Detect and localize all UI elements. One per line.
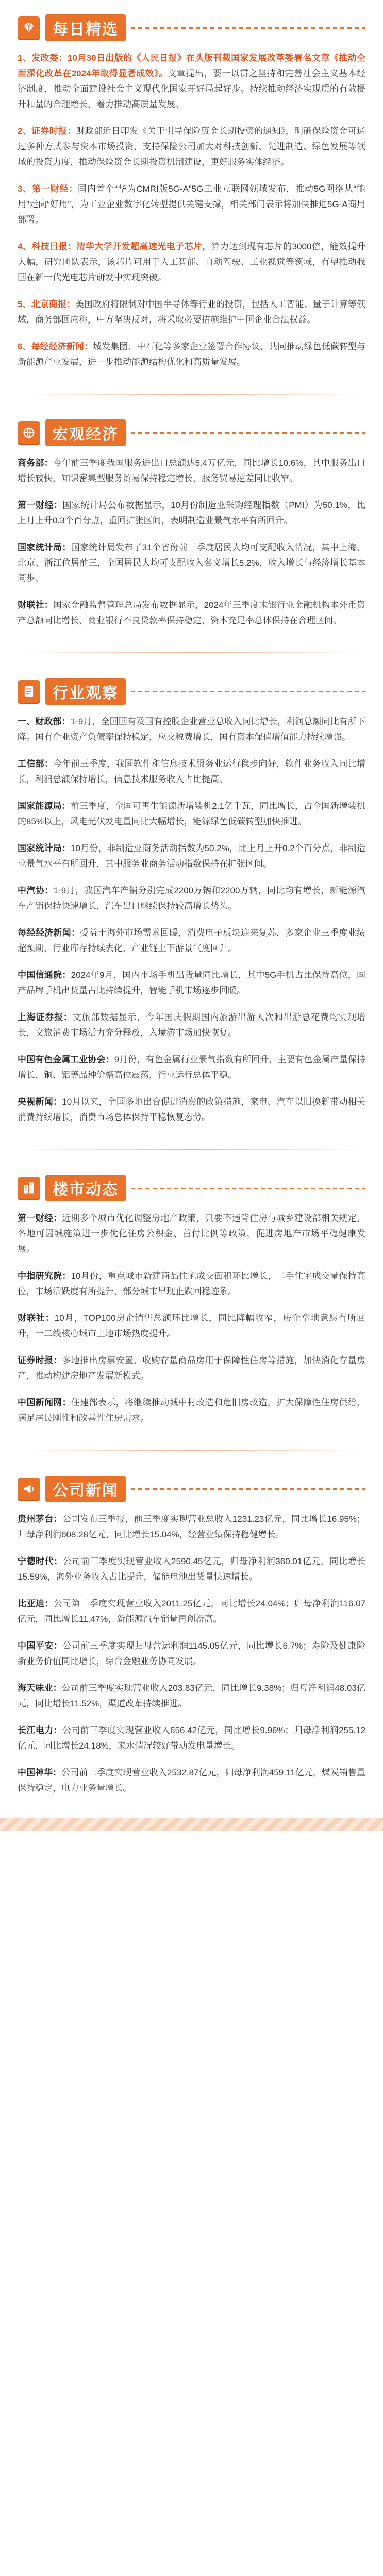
news-body: 国家金融监督管理总局发布数据显示，2024年三季度末银行业金融机构本外币资产总额同比增长，商业银行不良贷款率保持稳定，资本充足率总体保持在合理区间。 — [18, 600, 365, 625]
news-item — [18, 756, 365, 787]
news-body: 文章提出，要一以贯之坚持和完善社会主义基本经济制度，推动全面建设社会主义现代化国家开好局起好步。持续推动经济实现质的有效提升和量的合理增长，着力推动高质量发展。 — [18, 69, 365, 109]
news-body: 公司发布三季报，前三季度实现营业总收入1231.23亿元，同比增长16.95%；归母净利润608.28亿元，同比增长15.04%，经营业绩保持稳健增长。 — [18, 1514, 365, 1539]
news-source: 中国有色金属工业协会： — [18, 1055, 114, 1064]
news-body: 多地推出房票安置、收购存量商品房用于保障性住房等措施，加快消化存量房产，推动构建房地产发展新模式。 — [18, 1355, 366, 1381]
news-source: 财联社： — [18, 600, 53, 610]
news-item — [18, 297, 365, 328]
news-item — [18, 498, 365, 529]
news-item — [18, 883, 365, 914]
news-item — [18, 841, 365, 872]
news-body: 10月以来，全国多地出台促进消费的政策措施，家电、汽车以旧换新带动相关消费持续增长，消费市场总体保持平稳恢复态势。 — [18, 1097, 365, 1122]
company-section — [0, 1461, 383, 1812]
header-decoration — [131, 27, 365, 29]
company-title: 公司新闻 — [45, 1476, 126, 1502]
news-item — [18, 455, 365, 486]
news-lead: 2、证券时报： — [18, 126, 76, 136]
news-source: 上海证券报： — [18, 1012, 73, 1022]
news-item — [18, 1094, 365, 1125]
news-body: 城发集团、中石化等多家企业签署合作协议，共同推动绿色低碳转型与新能源产业发展，进一步推动能源结构优化和高质量发展。 — [18, 342, 365, 367]
news-source: 商务部： — [18, 458, 53, 468]
news-body: 今年前三季度我国服务进出口总额达5.4万亿元，同比增长10.6%，其中服务出口增长较快，知识密集型服务贸易保持稳定增长，服务贸易逆差同比收窄。 — [18, 458, 365, 483]
news-source: 央视新闻： — [18, 1097, 62, 1107]
news-source: 中国新闻网： — [18, 1398, 71, 1408]
news-source: 国家统计局： — [18, 843, 71, 853]
news-item — [18, 1311, 365, 1342]
news-lead: 6、每经经济新闻： — [18, 342, 93, 351]
industry-section — [0, 664, 383, 1142]
news-source: 宁德时代： — [18, 1556, 63, 1566]
news-source: 财联社： — [18, 1313, 55, 1323]
news-item — [18, 540, 365, 586]
company-list — [18, 1512, 365, 1796]
news-lead: 4、科技日报：清华大学开发超高速光电子芯片， — [18, 242, 211, 251]
news-source: 中国信通院： — [18, 970, 71, 980]
news-body: 公司第三季度实现营业收入2011.25亿元，同比增长24.04%；归母净利润116.07亿元，同比增长11.47%，新能源汽车销量再创新高。 — [18, 1599, 365, 1624]
industry-header — [18, 678, 365, 705]
property-title: 楼市动态 — [45, 1175, 126, 1201]
property-list — [18, 1211, 365, 1426]
news-item — [18, 1723, 365, 1754]
news-source: 中国平安： — [18, 1641, 63, 1651]
property-section — [0, 1160, 383, 1443]
news-item — [18, 239, 365, 285]
macro-section — [0, 405, 383, 645]
footer-decoration — [0, 1818, 383, 1831]
news-item — [18, 1052, 365, 1083]
news-item — [18, 1512, 365, 1543]
news-item — [18, 1395, 365, 1426]
building-icon — [18, 1177, 40, 1199]
section-divider — [18, 1149, 365, 1150]
news-source: 中国神华： — [18, 1768, 62, 1777]
news-body: 10月，TOP100房企销售总额环比增长，同比降幅收窄，房企拿地意愿有所回升，一二线核心城市土地市场热度提升。 — [18, 1313, 365, 1338]
header-decoration — [131, 432, 365, 434]
news-source: 中指研究院： — [18, 1271, 71, 1281]
news-body: 国内首个“华为CMRI版5G-A”5G工业互联网领域发布，推动5G网络从“能用”走向“好用”，为工业企业数字化转型提供关键支撑，相关部门表示将加快推进5G-A商用部署。 — [18, 184, 365, 225]
news-item — [18, 1268, 365, 1299]
daily-list — [18, 50, 365, 370]
news-body: 近期多个城市优化调整房地产政策，只要不违背住房与城乡建设部相关规定，各地可因城施策进一步优化住房公积金、首付比例等政策，促进房地产市场平稳健康发展。 — [18, 1213, 366, 1254]
news-body: 财政部近日印发《关于引导保险资金长期投资的通知》，明确保险资金可通过多种方式参与资本市场投资，支持保险公司加大对科技创新、先进制造、绿色发展等领域的投资力度，推动保险资金长期投资机制建设，更好服务实体经济。 — [18, 126, 365, 167]
section-divider — [18, 1450, 365, 1451]
news-item — [18, 799, 365, 829]
news-body: 1-9月，我国汽车产销分别完成2200万辆和2200万辆，同比均有增长，新能源汽车产销保持快速增长，汽车出口继续保持较高增长势头。 — [18, 886, 365, 911]
news-source: 长江电力： — [18, 1725, 63, 1735]
news-body: 2024年9月，国内市场手机出货量同比增长，其中5G手机占比保持高位，国产品牌手机出货量占比持续提升，智能手机市场逐步回暖。 — [18, 970, 366, 995]
news-source: 国家统计局： — [18, 543, 71, 552]
news-body: 美国政府将限制对中国半导体等行业的投资，包括人工智能、量子计算等领域，商务部回应称，中方坚决反对，将采取必要措施维护中国企业合法权益。 — [18, 299, 365, 325]
news-item — [18, 1596, 365, 1627]
industry-list — [18, 714, 365, 1125]
news-source: 海天味业： — [18, 1683, 62, 1693]
globe-icon — [18, 421, 40, 444]
news-item — [18, 598, 365, 629]
macro-title: 宏观经济 — [45, 419, 126, 446]
company-header — [18, 1476, 365, 1502]
property-header — [18, 1175, 365, 1201]
news-body: 10月份，重点城市新建商品住宅成交面积环比增长，二手住宅成交量保持高位，市场活跃度有所提升，部分城市出现止跌回稳迹象。 — [18, 1271, 365, 1296]
news-item — [18, 1010, 365, 1041]
news-lead: 3、第一财经： — [18, 184, 78, 194]
news-item — [18, 968, 365, 998]
news-body: 公司前三季度实现营业收入656.42亿元，同比增长9.96%；归母净利润255.12亿元，同比增长24.18%，来水情况较好带动发电量增长。 — [18, 1725, 366, 1751]
news-item — [18, 925, 365, 956]
news-body: 公司前三季度实现营业收入2590.45亿元，归母净利润360.01亿元，同比增长15.59%，海外业务收入占比提升，储能电池出货量快速增长。 — [18, 1556, 366, 1582]
news-item — [18, 1211, 365, 1257]
news-body: 1-9月，全国国有及国有控股企业营业总收入同比增长，利润总额同比有所下降。国有企业资产负债率保持稳定，应交税费增长，国有资本保值增值能力持续增强。 — [18, 717, 365, 742]
macro-header — [18, 419, 365, 446]
document-icon — [18, 680, 40, 703]
section-divider — [18, 394, 365, 395]
news-item — [18, 1765, 365, 1796]
news-lead: 1、发改委：10月30日出版的《人民日报》在头版刊载国家发展改革委署名文章《推动全面深化改革在2024年取得显著成效》。 — [18, 53, 365, 78]
news-body: 公司前三季度实现营业收入203.83亿元，同比增长9.38%；归母净利润48.03亿元，同比增长11.52%，渠道改革持续推进。 — [18, 1683, 365, 1708]
news-item — [18, 181, 365, 228]
news-source: 工信部： — [18, 759, 54, 769]
news-item — [18, 1353, 365, 1384]
news-source: 国家能源局： — [18, 801, 71, 811]
news-body: 10月份，非制造业商务活动指数为50.2%，比上月上升0.2个百分点，非制造业景气水平有所回升，其中服务业商务活动指数保持在扩张区间。 — [18, 843, 365, 869]
daily-header — [18, 14, 365, 41]
section-divider — [18, 652, 365, 653]
news-source: 每经经济新闻： — [18, 928, 80, 938]
news-source: 比亚迪： — [18, 1599, 54, 1608]
news-body: 公司前三季度实现营业收入2532.87亿元，归母净利润459.11亿元，煤炭销售量保持稳定，电力业务量增长。 — [18, 1768, 366, 1793]
news-item — [18, 124, 365, 170]
news-source: 第一财经： — [18, 1213, 62, 1223]
news-body: 前三季度，全国可再生能源新增装机2.1亿千瓦，同比增长，占全国新增装机的85%以上，风电光伏发电量同比大幅增长，能源绿色低碳转型加快推进。 — [18, 801, 366, 826]
header-decoration — [131, 1488, 365, 1490]
news-body: 国家统计局发布了31个省份前三季度居民人均可支配收入情况，其中上海、北京、浙江位居前三，全国居民人均可支配收入名义增长5.2%，收入增长与经济增长基本同步。 — [18, 543, 365, 583]
news-body: 国家统计局公布数据显示，10月份制造业采购经理指数（PMI）为50.1%，比上月上升0.3个百分点，重回扩张区间，表明制造业景气水平有所回升。 — [18, 500, 366, 526]
news-body: 住建部表示，将继续推动城中村改造和危旧房改造，扩大保障性住房供给，满足居民刚性和改善性住房需求。 — [18, 1398, 366, 1423]
news-source: 证券时报： — [18, 1355, 62, 1365]
header-decoration — [131, 1188, 365, 1189]
news-item — [18, 714, 365, 745]
news-lead: 5、北京商报： — [18, 299, 75, 309]
macro-list — [18, 455, 365, 629]
news-body: 今年前三季度，我国软件和信息技术服务业运行稳步向好，软件业务收入同比增长，利润总额保持增长，信息技术服务收入占比提高。 — [18, 759, 366, 784]
news-source: 一、财政部： — [18, 717, 71, 726]
news-source: 贵州茅台： — [18, 1514, 62, 1524]
news-body: 算力达到现有芯片的3000倍，能效提升大幅，研究团队表示，该芯片可用于人工智能、自动驾驶、工业视觉等领域，有望推动我国在新一代光电芯片研发中实现突破。 — [18, 242, 365, 282]
news-item — [18, 1554, 365, 1585]
news-source: 中汽协： — [18, 886, 54, 895]
news-item — [18, 1681, 365, 1711]
news-body: 受益于海外市场需求回暖，消费电子板块迎来复苏，多家企业三季度业绩超预期，行业库存持续去化，产业链上下游景气度回升。 — [18, 928, 366, 953]
header-decoration — [131, 691, 365, 692]
daily-section — [0, 0, 383, 386]
news-item — [18, 1638, 365, 1669]
daily-title: 每日精选 — [45, 14, 126, 41]
industry-title: 行业观察 — [45, 678, 126, 705]
news-body: 文旅部数据显示，今年国庆假期国内旅游出游人次和出游总花费均实现增长，文旅消费市场活力充分释放，入境游市场加快恢复。 — [18, 1012, 365, 1038]
news-body: 公司前三季度实现归母营运利润1145.05亿元，同比增长6.7%；寿险及健康险新业务价值同比增长，综合金融业务协同发展。 — [18, 1641, 366, 1666]
news-source: 第一财经： — [18, 500, 63, 510]
news-body: 9月份，有色金属行业景气指数有所回升，主要有色金属产量保持增长，铜、铝等品种价格高位震荡，行业运行总体平稳。 — [18, 1055, 365, 1080]
news-item — [18, 50, 365, 112]
news-item — [18, 339, 365, 370]
megaphone-icon — [18, 1478, 40, 1500]
gem-icon — [18, 16, 40, 39]
